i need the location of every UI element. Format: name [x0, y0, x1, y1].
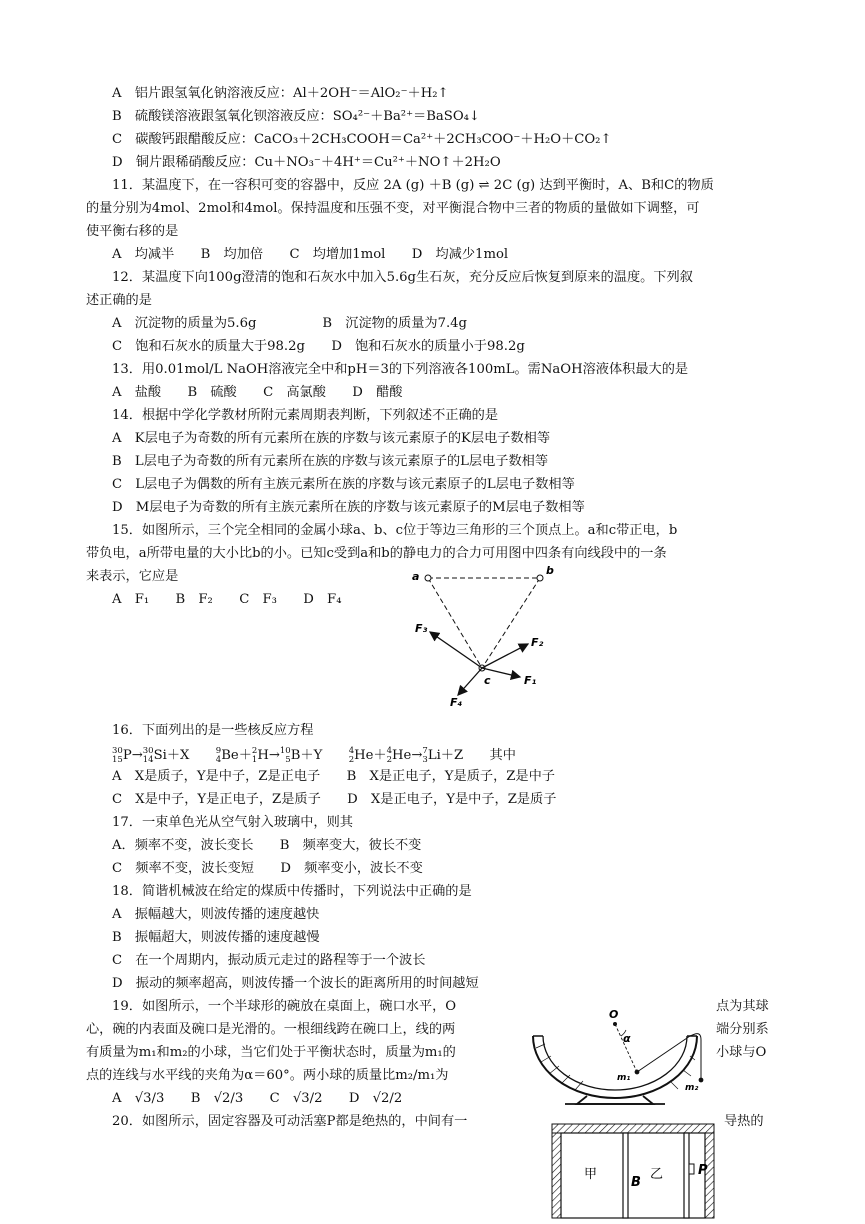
q20-stem-line1b: 导热的 — [724, 1114, 764, 1129]
q12-options-cd: C 饱和石灰水的质量大于98.2g D 饱和石灰水的质量小于98.2g — [112, 339, 525, 354]
q19-bowl-figure — [525, 1000, 710, 1108]
q11-stem-line2: 的量分别为4mol、2mol和4mol。保持温度和压强不变，对平衡混合物中三者的物质的量做如下调整，可 — [86, 201, 700, 216]
q12-stem-line1: 12．某温度下向100g澄清的饱和石灰水中加入5.6g生石灰，充分反应后恢复到原来的温度。下列叙 — [112, 270, 693, 285]
q19-stem-line1b: 点为其球 — [716, 999, 769, 1014]
q17-options-cd: C 频率不变，波长变短 D 频率变小，波长不变 — [112, 861, 423, 876]
q13-options: A 盐酸 B 硫酸 C 高氯酸 D 醋酸 — [112, 385, 403, 400]
q13-stem: 13．用0.01mol/L NaOH溶液完全中和pH＝3的下列溶液各100mL。需NaOH溶液体积最大的是 — [112, 362, 689, 377]
q16-equations: 30 15P→30 14Si＋X 9 4Be＋2 1H→10 5B＋Y 4 2He＋4 2He→7 3Li＋Z 其中 — [112, 745, 516, 765]
q15-options: A F₁ B F₂ C F₃ D F₄ — [112, 592, 342, 607]
q16-eq-tail: 其中 — [489, 748, 516, 763]
q19-stem-line2b: 端分别系 — [716, 1022, 769, 1037]
q15-label-f3: F₃ — [415, 622, 428, 635]
q15-label-f2: F₂ — [531, 636, 544, 649]
q19-options: A √3/3 B √2/3 C √3/2 D √2/2 — [112, 1091, 403, 1106]
q14-option-d: D M层电子为奇数的所有主族元素所在族的序数与该元素原子的M层电子数相等 — [112, 500, 585, 515]
q11-stem-line3: 使平衡右移的是 — [86, 224, 179, 239]
q19-stem-line3b: 小球与O — [716, 1045, 767, 1060]
q19-label-o: O — [609, 1008, 619, 1021]
q18-option-a: A 振幅越大，则波传播的速度越快 — [112, 907, 320, 922]
q19-label-alpha: α — [623, 1032, 631, 1045]
q20-label-yi: 乙 — [650, 1167, 664, 1182]
q19-stem-line3a: 有质量为m₁和m₂的小球，当它们处于平衡状态时，质量为m₁的 — [86, 1045, 456, 1060]
q20-label-b: B — [631, 1175, 641, 1190]
q15-charge-figure — [400, 560, 580, 710]
q15-label-a: a — [412, 570, 420, 583]
q12-options-ab: A 沉淀物的质量为5.6g B 沉淀物的质量为7.4g — [112, 316, 467, 331]
q19-stem-line1a: 19．如图所示，一个半球形的碗放在桌面上，碗口水平，O — [112, 999, 457, 1014]
q19-label-m1: m₁ — [617, 1073, 631, 1083]
q15-stem-line2: 带负电，a所带电量的大小比b的小。已知c受到a和b的静电力的合力可用图中四条有向线段中的一条 — [86, 546, 667, 561]
q16-options-ab: A X是质子，Y是中子，Z是正电子 B X是正电子，Y是质子，Z是中子 — [112, 769, 555, 784]
q15-stem-line3: 来表示，它应是 — [86, 569, 179, 584]
q10-option-b: B 硫酸镁溶液跟氢氧化钡溶液反应：SO₄²⁻＋Ba²⁺＝BaSO₄↓ — [112, 109, 480, 124]
q12-stem-line2: 述正确的是 — [86, 293, 152, 308]
q15-label-f4: F₄ — [450, 696, 463, 709]
q10-option-a: A 铝片跟氢氧化钠溶液反应：Al＋2OH⁻＝AlO₂⁻＋H₂↑ — [112, 86, 449, 101]
q20-label-p: P — [698, 1163, 708, 1178]
q14-stem: 14．根据中学化学教材所附元素周期表判断，下列叙述不正确的是 — [112, 408, 499, 423]
q19-label-m2: m₂ — [685, 1083, 699, 1093]
q18-stem: 18．简谐机械波在给定的煤质中传播时，下列说法中正确的是 — [112, 884, 472, 899]
q17-options-ab: A．频率不变，波长变长 B 频率变大，彼长不变 — [112, 838, 422, 853]
q20-stem-line1a: 20．如图所示，固定容器及可动活塞P都是绝热的，中间有一 — [112, 1114, 468, 1129]
q11-stem-line1: 11．某温度下，在一容积可变的容器中，反应 2A (g) ＋B (g) ⇌ 2C (g) 达到平衡时，A、B和C的物质 — [112, 178, 714, 193]
q15-stem-line1: 15．如图所示，三个完全相同的金属小球a、b、c位于等边三角形的三个顶点上。a和c带正电，b — [112, 523, 678, 538]
q15-label-b: b — [546, 564, 554, 577]
q16-options-cd: C X是中子，Y是正电子，Z是质子 D X是正电子，Y是中子，Z是质子 — [112, 792, 557, 807]
q18-option-c: C 在一个周期内，振动质元走过的路程等于一个波长 — [112, 953, 426, 968]
q15-label-c: c — [484, 674, 491, 687]
q14-option-b: B L层电子为奇数的所有元素所在族的序数与该元素原子的L层电子数相等 — [112, 454, 549, 469]
q20-container-figure — [548, 1120, 718, 1220]
q20-label-jia: 甲 — [584, 1167, 598, 1182]
q10-option-d: D 铜片跟稀硝酸反应：Cu＋NO₃⁻＋4H⁺＝Cu²⁺＋NO↑＋2H₂O — [112, 155, 501, 170]
q19-stem-line4: 点的连线与水平线的夹角为α＝60°。两小球的质量比m₂/m₁为 — [86, 1068, 449, 1083]
q15-label-f1: F₁ — [524, 674, 537, 687]
q14-option-a: A K层电子为奇数的所有元素所在族的序数与该元素原子的K层电子数相等 — [112, 431, 551, 446]
q14-option-c: C L层电子为偶数的所有主族元素所在族的序数与该元素原子的L层电子数相等 — [112, 477, 575, 492]
q11-options: A 均减半 B 均加倍 C 均增加1mol D 均减少1mol — [112, 247, 509, 262]
q16-stem: 16．下面列出的是一些核反应方程 — [112, 723, 314, 738]
q10-option-c: C 碳酸钙跟醋酸反应：CaCO₃＋2CH₃COOH＝Ca²⁺＋2CH₃COO⁻＋H₂O＋CO₂↑ — [112, 132, 612, 147]
q18-option-b: B 振幅超大，则波传播的速度越慢 — [112, 930, 320, 945]
q18-option-d: D 振动的频率超高，则波传播一个波长的距离所用的时间越短 — [112, 976, 479, 991]
q17-stem: 17．一束单色光从空气射入玻璃中，则其 — [112, 815, 353, 830]
q19-stem-line2a: 心，碗的内表面及碗口是光滑的。一根细线跨在碗口上，线的两 — [86, 1022, 456, 1037]
